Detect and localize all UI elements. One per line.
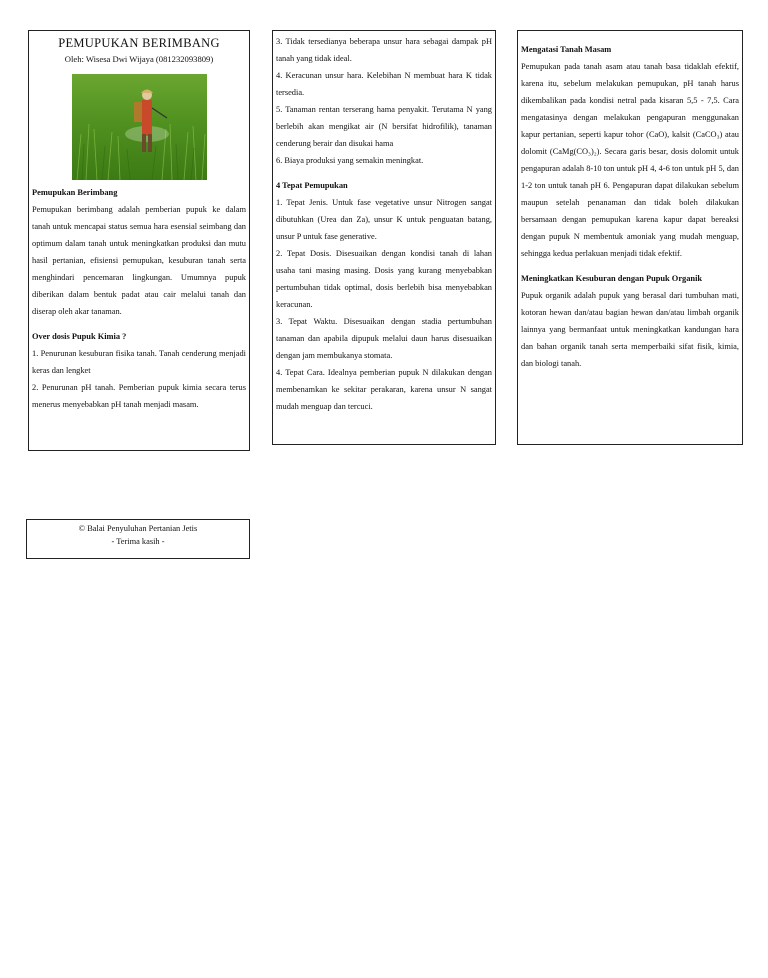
list-item: 2. Penurunan pH tanah. Pemberian pupuk kimia secara terus menerus menyebabkan pH tanah menjadi masam. xyxy=(32,383,246,409)
footer-box xyxy=(26,519,250,559)
list-item: 3. Tepat Waktu. Disesuaikan dengan stadia pertumbuhan tanaman dan apabila dipupuk melalui daun harus disesuaikan dengan jam membukanya stomata. xyxy=(276,317,492,360)
list-item: 6. Biaya produksi yang semakin meningkat. xyxy=(276,156,424,165)
section-heading-tepat: 4 Tepat Pemupukan xyxy=(276,181,348,190)
list-item: 1. Penurunan kesuburan fisika tanah. Tanah cenderung menjadi keras dan lengket xyxy=(32,349,246,375)
list-item: 2. Tepat Dosis. Disesuaikan dengan kondisi tanah di lahan usaha tani masing masing. Dosis yang kurang menyebabkan pertumbuhan tidak optimal, dosis berlebih bisa menyebabkan keracunan. xyxy=(276,249,492,309)
list-item: 4. Keracunan unsur hara. Kelebihan N membuat hara K tidak tersedia. xyxy=(276,71,492,97)
list-item: 4. Tepat Cara. Idealnya pemberian pupuk N dilakukan dengan membenamkan ke sekitar perakaran, karena unsur N sangat mudah menguap dan tercuci. xyxy=(276,368,492,411)
rice-field-photo xyxy=(72,74,207,180)
middle-column xyxy=(272,30,496,445)
section-text-pemupukan: Pemupukan berimbang adalah pemberian pupuk ke dalam tanah untuk mencapai status semua hara esensial seimbang dan optimum dalam tanah untuk meningkatkan produksi dan mutu hasil pertanian, efisiensi pemupukan, kesuburan tanah serta menghindari pencemaran lingkungan. Umumnya pupuk diberikan dalam bentuk padat atau cair melalui tanah dan diserap oleh akar tanaman. xyxy=(32,205,246,316)
right-column xyxy=(517,30,743,445)
footer-thanks: - Terima kasih - xyxy=(111,537,165,546)
footer-credit: © Balai Penyuluhan Pertanian Jetis xyxy=(78,524,198,533)
list-item: 1. Tepat Jenis. Untuk fase vegetative unsur Nitrogen sangat dibutuhkan (Urea dan Za), unsur K untuk penguatan batang, unsur P untuk fase generative. xyxy=(276,198,492,241)
page-title: PEMUPUKAN BERIMBANG xyxy=(58,36,220,50)
author-line: Oleh: Wisesa Dwi Wijaya (081232093809) xyxy=(64,54,214,64)
section-heading-overdosis: Over dosis Pupuk Kimia ? xyxy=(32,332,127,341)
section-text-tanah-masam: Pemupukan pada tanah asam atau tanah basa tidaklah efektif, karena itu, sebelum melakukan pemupukan, pH tanah harus dikembalikan pada kondisi netral pada kisaran 5,5 - 7,5. Cara mengatasinya dengan melakukan pengapuran menggunakan kapur pertanian, seperti kapur tohor (CaO), kalsit (CaCO₃) atau dolomit (CaMg(CO₃)₂). Secara garis besar, dosis dolomit untuk pengapuran adalah 8-10 ton untuk pH 4, 4-6 ton untuk pH 5, dan 1-2 ton untuk tanah pH 6. Pengapuran dapat dilakukan sebelum maupun setelah penanaman dan tidak boleh dilakukan bersamaan dengan pemupukan karena kapur dapat bereaksi dengan pupuk N membentuk amoniak yang mudah menguap, sehingga kedua perlakuan menjadi tidak efektif. xyxy=(521,62,739,258)
section-heading-pemupukan: Pemupukan Berimbang xyxy=(32,188,118,197)
section-heading-tanah-masam: Mengatasi Tanah Masam xyxy=(521,45,612,54)
list-item: 5. Tanaman rentan terserang hama penyakit. Terutama N yang berlebih akan mengikat air (N bersifat hidrofilik), tanaman cenderung berair dan disukai hama xyxy=(276,105,492,148)
section-heading-pupuk-organik: Meningkatkan Kesuburan dengan Pupuk Organik xyxy=(521,274,703,283)
list-item: 3. Tidak tersedianya beberapa unsur hara sebagai dampak pH tanah yang tidak ideal. xyxy=(276,37,492,63)
section-text-pupuk-organik: Pupuk organik adalah pupuk yang berasal dari tumbuhan mati, kotoran hewan dan/atau bagian hewan dan/atau limbah organik lainnya yang bermanfaat untuk meningkatkan kandungan hara dan bahan organik tanah serta memperbaiki sifat fisik, kimia, dan biologi tanah. xyxy=(521,291,739,368)
left-column xyxy=(28,30,250,451)
